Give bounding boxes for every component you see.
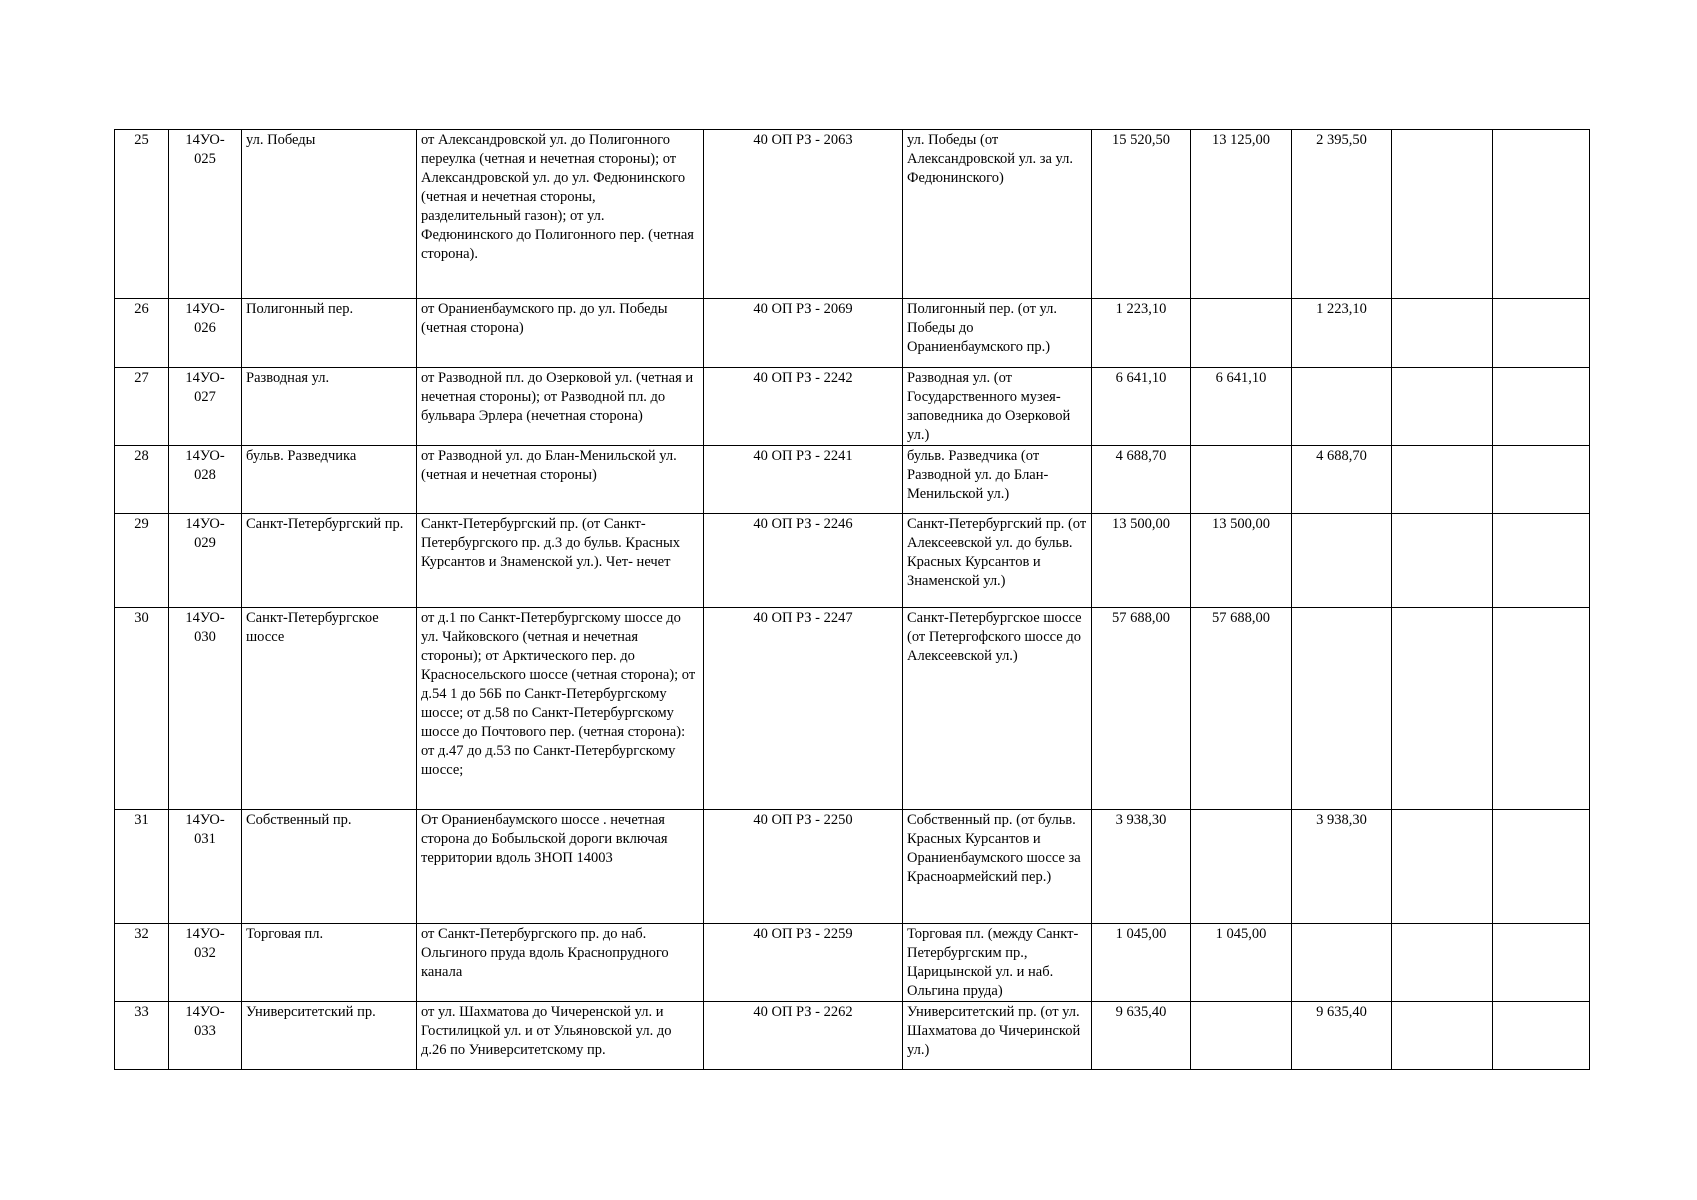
area-total: 1 223,10 xyxy=(1092,299,1191,368)
table-row xyxy=(115,924,1590,1002)
area-category-b xyxy=(1292,924,1392,1002)
object-code-text: 14УО- 029 xyxy=(185,516,225,551)
street-name: Разводная ул. xyxy=(242,368,417,446)
street-name: Полигонный пер. xyxy=(242,299,417,368)
empty-cell xyxy=(1493,514,1590,608)
road-boundaries: Разводная ул. (от Государственного музея-заповедника до Озерковой ул.) xyxy=(903,368,1092,446)
area-category-a xyxy=(1191,299,1292,368)
table-row xyxy=(115,810,1590,924)
table-row xyxy=(115,299,1590,368)
object-code-text: 14УО- 033 xyxy=(185,1004,225,1039)
empty-cell xyxy=(1392,810,1493,924)
street-name: Санкт-Петербургский пр. xyxy=(242,514,417,608)
area-total: 4 688,70 xyxy=(1092,446,1191,514)
area-total: 3 938,30 xyxy=(1092,810,1191,924)
empty-cell xyxy=(1493,368,1590,446)
area-category-b: 4 688,70 xyxy=(1292,446,1392,514)
area-category-a: 1 045,00 xyxy=(1191,924,1292,1002)
empty-cell xyxy=(1493,810,1590,924)
object-code-text: 14УО- 025 xyxy=(185,132,225,167)
object-code xyxy=(169,1002,242,1070)
row-number: 25 xyxy=(115,130,169,299)
road-boundaries: Собственный пр. (от бульв. Красных Курсантов и Ораниенбаумского шоссе за Красноармейский пер.) xyxy=(903,810,1092,924)
road-registration-number: 40 ОП РЗ - 2259 xyxy=(704,924,903,1002)
road-registration-number: 40 ОП РЗ - 2069 xyxy=(704,299,903,368)
empty-cell xyxy=(1493,446,1590,514)
area-category-b: 1 223,10 xyxy=(1292,299,1392,368)
area-category-a: 13 125,00 xyxy=(1191,130,1292,299)
territory-description: от Александровской ул. до Полигонного переулка (четная и нечетная стороны); от Александровской ул. до ул. Федюнинского (четная и нечетная стороны, разделительный газон); от ул. Федюнинского до Полигонного пер. (четная сторона). xyxy=(417,130,704,299)
road-boundaries: Торговая пл. (между Санкт-Петербургским пр., Царицынской ул. и наб. Ольгина пруда) xyxy=(903,924,1092,1002)
area-category-b: 3 938,30 xyxy=(1292,810,1392,924)
road-registration-number: 40 ОП РЗ - 2247 xyxy=(704,608,903,810)
row-number: 27 xyxy=(115,368,169,446)
area-category-b: 9 635,40 xyxy=(1292,1002,1392,1070)
row-number: 29 xyxy=(115,514,169,608)
area-category-b: 2 395,50 xyxy=(1292,130,1392,299)
object-code xyxy=(169,368,242,446)
area-total: 15 520,50 xyxy=(1092,130,1191,299)
road-boundaries: Полигонный пер. (от ул. Победы до Ораниенбаумского пр.) xyxy=(903,299,1092,368)
row-number: 32 xyxy=(115,924,169,1002)
street-register-table xyxy=(114,129,1590,1070)
street-name: Торговая пл. xyxy=(242,924,417,1002)
territory-description: от ул. Шахматова до Чичеренской ул. и Гостилицкой ул. и от Ульяновской ул. до д.26 по Университетскому пр. xyxy=(417,1002,704,1070)
territory-description: от Разводной ул. до Блан-Менильской ул. (четная и нечетная стороны) xyxy=(417,446,704,514)
road-boundaries: Санкт-Петербургский пр. (от Алексеевской ул. до бульв. Красных Курсантов и Знаменской ул.) xyxy=(903,514,1092,608)
row-number: 33 xyxy=(115,1002,169,1070)
road-registration-number: 40 ОП РЗ - 2250 xyxy=(704,810,903,924)
road-registration-number: 40 ОП РЗ - 2241 xyxy=(704,446,903,514)
street-name: бульв. Разведчика xyxy=(242,446,417,514)
territory-description: от Санкт-Петербургского пр. до наб. Ольгиного пруда вдоль Краснопрудного канала xyxy=(417,924,704,1002)
area-category-b xyxy=(1292,514,1392,608)
empty-cell xyxy=(1493,130,1590,299)
area-category-b xyxy=(1292,368,1392,446)
area-total: 57 688,00 xyxy=(1092,608,1191,810)
area-category-b xyxy=(1292,608,1392,810)
object-code-text: 14УО- 027 xyxy=(185,370,225,405)
table-row xyxy=(115,446,1590,514)
road-registration-number: 40 ОП РЗ - 2262 xyxy=(704,1002,903,1070)
road-boundaries: Университетский пр. (от ул. Шахматова до Чичеринской ул.) xyxy=(903,1002,1092,1070)
territory-description: От Ораниенбаумского шоссе . нечетная сторона до Бобыльской дороги включая территории вдоль ЗНОП 14003 xyxy=(417,810,704,924)
street-name: Собственный пр. xyxy=(242,810,417,924)
street-name: ул. Победы xyxy=(242,130,417,299)
road-registration-number: 40 ОП РЗ - 2246 xyxy=(704,514,903,608)
object-code-text: 14УО- 032 xyxy=(185,926,225,961)
territory-description: от Разводной пл. до Озерковой ул. (четная и нечетная стороны); от Разводной пл. до бульвара Эрлера (нечетная сторона) xyxy=(417,368,704,446)
object-code xyxy=(169,924,242,1002)
territory-description: от д.1 по Санкт-Петербургскому шоссе до ул. Чайковского (четная и нечетная стороны); от Арктического пер. до Красносельского шоссе (четная сторона); от д.54 1 до 56Б по Санкт-Петербургскому шоссе; от д.58 по Санкт-Петербургскому шоссе до Почтового пер. (четная сторона): от д.47 до д.53 по Санкт-Петербургскому шоссе; xyxy=(417,608,704,810)
empty-cell xyxy=(1392,608,1493,810)
empty-cell xyxy=(1392,1002,1493,1070)
object-code-text: 14УО- 030 xyxy=(185,610,225,645)
road-boundaries: ул. Победы (от Александровской ул. за ул. Федюнинского) xyxy=(903,130,1092,299)
object-code xyxy=(169,299,242,368)
empty-cell xyxy=(1392,514,1493,608)
area-category-a xyxy=(1191,810,1292,924)
empty-cell xyxy=(1493,608,1590,810)
empty-cell xyxy=(1392,130,1493,299)
object-code-text: 14УО- 026 xyxy=(185,301,225,336)
object-code-text: 14УО- 031 xyxy=(185,812,225,847)
table-row xyxy=(115,368,1590,446)
row-number: 26 xyxy=(115,299,169,368)
territory-description: от Ораниенбаумского пр. до ул. Победы (четная сторона) xyxy=(417,299,704,368)
area-category-a xyxy=(1191,446,1292,514)
road-boundaries: бульв. Разведчика (от Разводной ул. до Блан-Менильской ул.) xyxy=(903,446,1092,514)
area-total: 9 635,40 xyxy=(1092,1002,1191,1070)
road-registration-number: 40 ОП РЗ - 2063 xyxy=(704,130,903,299)
empty-cell xyxy=(1493,299,1590,368)
object-code xyxy=(169,446,242,514)
road-boundaries: Санкт-Петербургское шоссе (от Петергофского шоссе до Алексеевской ул.) xyxy=(903,608,1092,810)
area-category-a: 6 641,10 xyxy=(1191,368,1292,446)
table-row xyxy=(115,514,1590,608)
row-number: 28 xyxy=(115,446,169,514)
table-body xyxy=(115,130,1590,1070)
area-category-a: 13 500,00 xyxy=(1191,514,1292,608)
empty-cell xyxy=(1392,924,1493,1002)
object-code xyxy=(169,514,242,608)
area-total: 6 641,10 xyxy=(1092,368,1191,446)
empty-cell xyxy=(1392,299,1493,368)
table-row xyxy=(115,1002,1590,1070)
area-category-a xyxy=(1191,1002,1292,1070)
area-total: 1 045,00 xyxy=(1092,924,1191,1002)
street-name: Университетский пр. xyxy=(242,1002,417,1070)
area-total: 13 500,00 xyxy=(1092,514,1191,608)
object-code xyxy=(169,810,242,924)
road-registration-number: 40 ОП РЗ - 2242 xyxy=(704,368,903,446)
table-row xyxy=(115,130,1590,299)
object-code xyxy=(169,608,242,810)
empty-cell xyxy=(1493,924,1590,1002)
row-number: 31 xyxy=(115,810,169,924)
empty-cell xyxy=(1392,446,1493,514)
empty-cell xyxy=(1392,368,1493,446)
object-code xyxy=(169,130,242,299)
table-row xyxy=(115,608,1590,810)
row-number: 30 xyxy=(115,608,169,810)
street-name: Санкт-Петербургское шоссе xyxy=(242,608,417,810)
empty-cell xyxy=(1493,1002,1590,1070)
area-category-a: 57 688,00 xyxy=(1191,608,1292,810)
territory-description: Санкт-Петербургский пр. (от Санкт-Петербургского пр. д.3 до бульв. Красных Курсантов и Знаменской ул.). Чет- нечет xyxy=(417,514,704,608)
object-code-text: 14УО- 028 xyxy=(185,448,225,483)
